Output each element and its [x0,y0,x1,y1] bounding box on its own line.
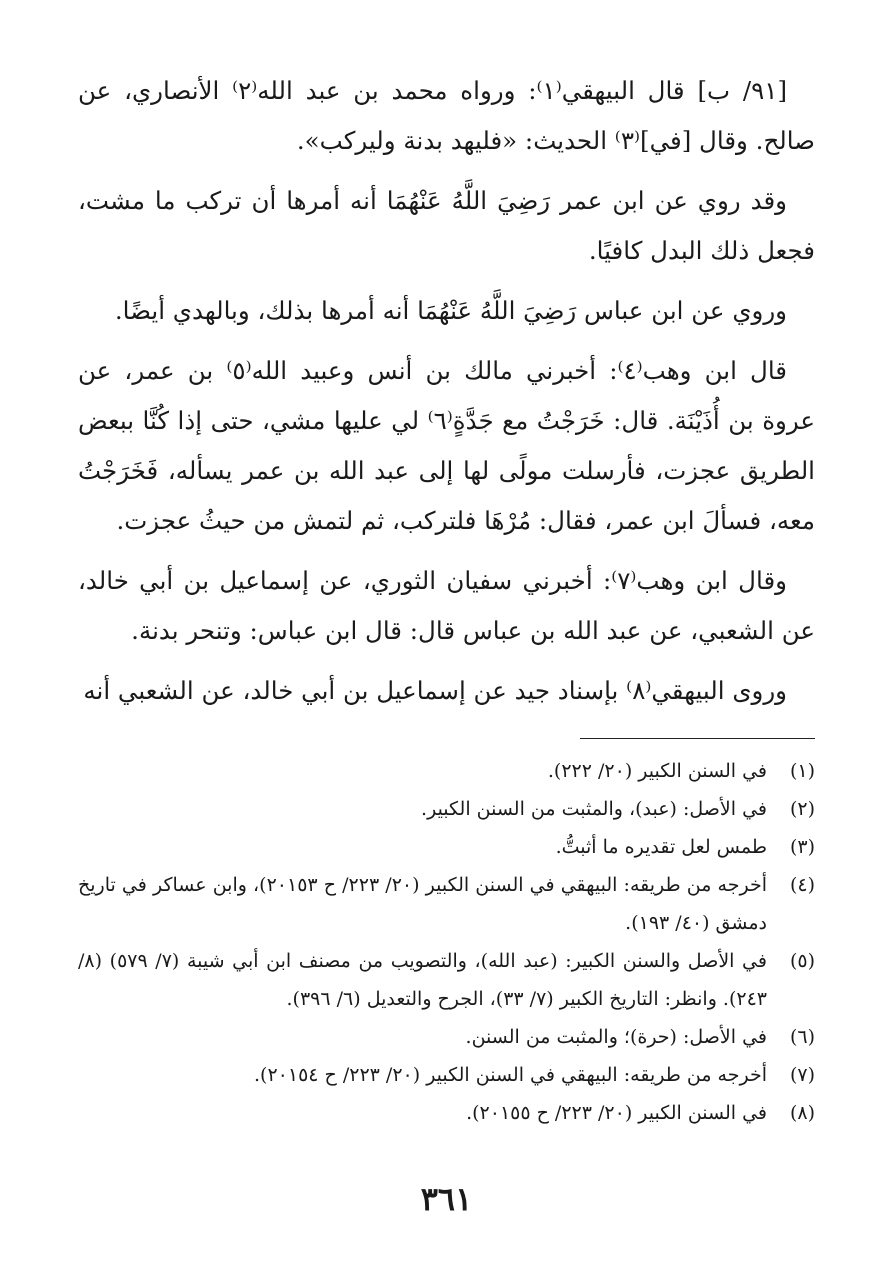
footnote [78,1018,815,1056]
page-number: ٣٦١ [420,1180,473,1218]
paragraph: [٩١/ ب] قال البيهقي⁽١⁾: ورواه محمد بن عبد الله⁽٢⁾ الأنصاري، عن صالح. وقال [في]⁽٣⁾ الحديث: «فليهد بدنة وليركب». [78,76,815,155]
footnote-text: أخرجه من طريقه: البيهقي في السنن الكبير (٢٠/ ٢٢٣/ ح ٢٠١٥٣)، وابن عساكر في تاريخ دمشق (٤٠/ ١٩٣). [78,874,767,934]
footnote-number: (١) [789,760,815,782]
paragraph: وقد روي عن ابن عمر رَضِيَ اللَّهُ عَنْهُمَا أنه أمرها أن تركب ما مشت، فجعل ذلك البدل كافيًا. [78,186,815,265]
footnote-number: (٤) [789,874,815,896]
footnote-number: (٧) [789,1064,815,1086]
footnote-text: أخرجه من طريقه: البيهقي في السنن الكبير (٢٠/ ٢٢٣/ ح ٢٠١٥٤). [254,1064,767,1086]
footnote-number: (٣) [789,836,815,858]
footnote [78,942,815,1018]
main-text [78,66,815,726]
footnote-number: (٥) [789,950,815,972]
paragraph: وروى البيهقي⁽٨⁾ بإسناد جيد عن إسماعيل بن أبي خالد، عن الشعبي أنه [83,676,787,705]
footnote [78,866,815,942]
footnote [78,1094,815,1132]
footnote [78,752,815,790]
footnote-text: في الأصل والسنن الكبير: (عبد الله)، والتصويب من مصنف ابن أبي شيبة (٧/ ٥٧٩) (٨/ ٢٤٣). وانظر: التاريخ الكبير (٧/ ٣٣)، الجرح والتعديل (٦/ ٣٩٦). [78,950,767,1010]
footnote-number: (٢) [789,798,815,820]
paragraph: وقال ابن وهب⁽٧⁾: أخبرني سفيان الثوري، عن إسماعيل بن أبي خالد، عن الشعبي، عن عبد الله بن عباس قال: قال ابن عباس: وتنحر بدنة. [78,566,815,645]
footnote-text: في الأصل: (عبد)، والمثبت من السنن الكبير. [421,798,767,820]
footnote-number: (٨) [789,1102,815,1124]
paragraph: قال ابن وهب⁽٤⁾: أخبرني مالك بن أنس وعبيد الله⁽٥⁾ بن عمر، عن عروة بن أُذَيْنَة. قال: خَرَجْتُ مع جَدَّةٍ⁽٦⁾ لي عليها مشي، حتى إذا كُنَّا ببعض الطريق عجزت، فأرسلت مولًى لها إلى عبد الله بن عمر يسأله، فَخَرَجْتُ معه، فسألَ ابن عمر، فقال: مُرْهَا فلتركب، ثم لتمش من حيثُ عجزت. [78,356,815,535]
footnote [78,790,815,828]
footnote [78,828,815,866]
footnote-text: طمس لعل تقديره ما أثبتُّ. [555,836,767,858]
footnote-number: (٦) [789,1026,815,1048]
paragraph: وروي عن ابن عباس رَضِيَ اللَّهُ عَنْهُمَا أنه أمرها بذلك، وبالهدي أيضًا. [114,296,787,325]
footnote-text: في الأصل: (حرة)؛ والمثبت من السنن. [465,1026,767,1048]
footnote-separator [580,738,815,739]
footnote-text: في السنن الكبير (٢٠/ ٢٢٣/ ح ٢٠١٥٥). [466,1102,767,1124]
footnote [78,1056,815,1094]
footnotes [78,752,815,1132]
footnote-text: في السنن الكبير (٢٠/ ٢٢٢). [547,760,767,782]
